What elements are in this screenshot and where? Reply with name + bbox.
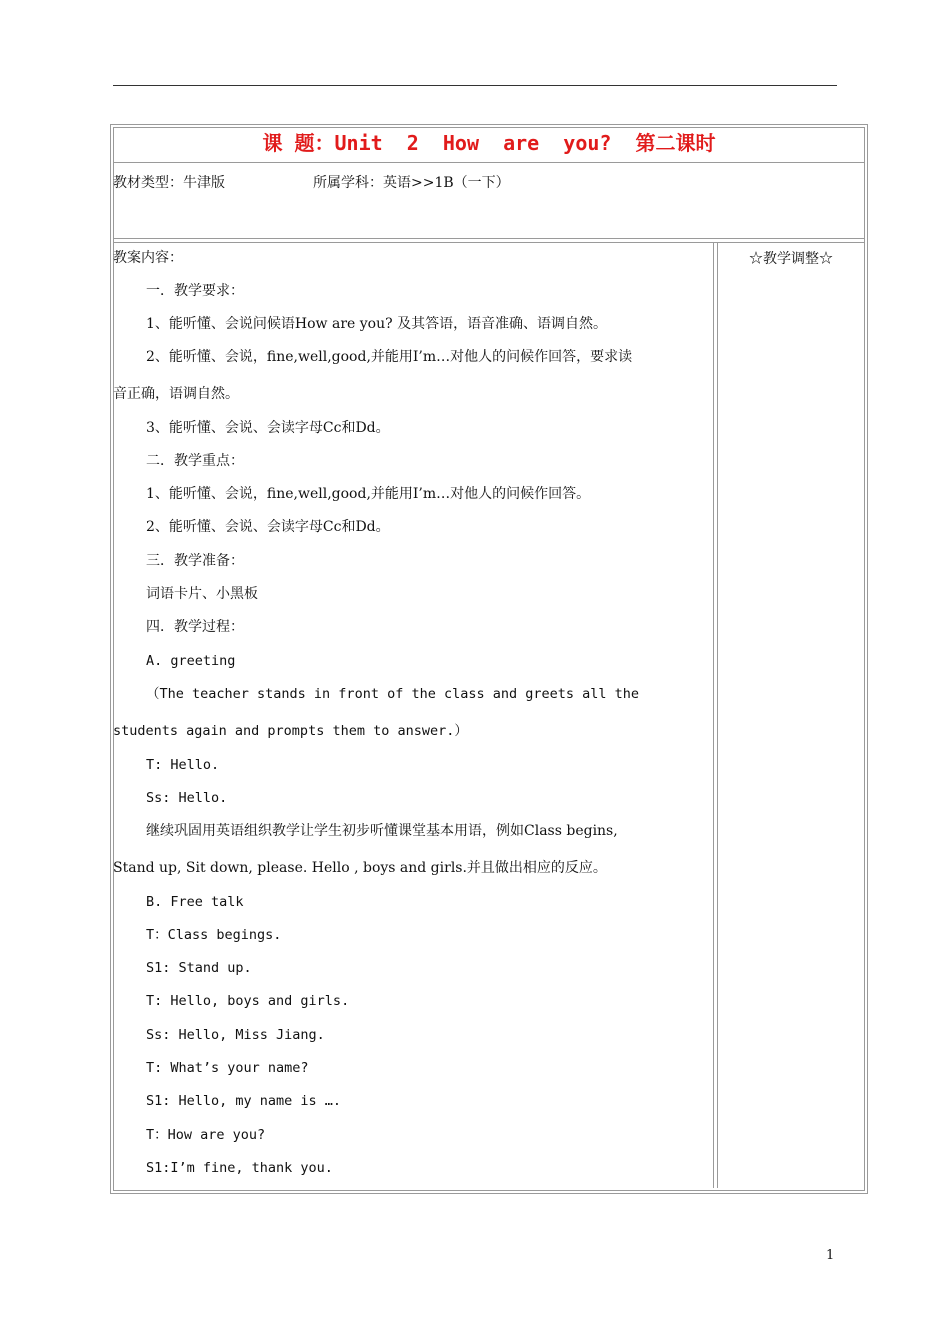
dialogue-line: T: Hello, boys and girls.	[146, 993, 350, 1009]
info-row-divider	[113, 242, 865, 243]
dialogue-line: S1: Stand up.	[146, 960, 252, 976]
dialogue-line: Ss: Hello.	[146, 790, 228, 806]
requirement-item-cont: 音正确，语调自然。	[113, 386, 239, 402]
dialogue-line: T: Hello.	[146, 757, 220, 773]
step-heading: A. greeting	[146, 653, 236, 669]
subject: 所属学科：英语>>1B（一下）	[313, 175, 510, 191]
process-text: （The teacher stands in front of the class and greets all the	[146, 686, 640, 702]
teaching-adjustment-header: ☆教学调整☆	[749, 251, 833, 267]
section-heading: 四．教学过程：	[146, 619, 244, 635]
section-heading: 三．教学准备：	[146, 553, 244, 569]
step-heading: B. Free talk	[146, 894, 244, 910]
material-type: 教材类型：牛津版	[113, 175, 225, 191]
requirement-item: 2、能听懂、会说，fine,well,good,并能用I’m…对他人的问候作回答，要求读	[146, 349, 633, 365]
key-point-item: 1、能听懂、会说，fine,well,good,并能用I’m…对他人的问候作回答。	[146, 486, 591, 502]
preparation-item: 词语卡片、小黑板	[146, 586, 258, 602]
lesson-title: 课 题：Unit 2 How are you? 第二课时	[262, 131, 716, 155]
section-heading: 一．教学要求：	[146, 283, 244, 299]
page-number: 1	[826, 1248, 835, 1263]
requirement-item: 3、能听懂、会说、会读字母Cc和Dd。	[146, 420, 390, 436]
section-heading: 二．教学重点：	[146, 453, 244, 469]
dialogue-line: Ss: Hello, Miss Jiang.	[146, 1027, 325, 1043]
process-text: 继续巩固用英语组织教学让学生初步听懂课堂基本用语，例如Class begins,	[146, 823, 618, 839]
dialogue-line: T：How are you?	[146, 1127, 266, 1143]
column-divider-inner	[717, 242, 718, 1188]
process-text-cont: students again and prompts them to answer.）	[113, 723, 468, 739]
dialogue-line: T：Class begings.	[146, 927, 282, 943]
content-label: 教案内容：	[113, 250, 183, 266]
header-rule	[113, 85, 837, 86]
column-divider	[713, 242, 714, 1188]
dialogue-line: T: What’s your name?	[146, 1060, 309, 1076]
process-text-cont: Stand up, Sit down, please. Hello , boys and girls.并且做出相应的反应。	[113, 860, 607, 876]
dialogue-line: S1: Hello, my name is ….	[146, 1093, 342, 1109]
dialogue-line: S1:I’m fine, thank you.	[146, 1160, 333, 1176]
key-point-item: 2、能听懂、会说、会读字母Cc和Dd。	[146, 519, 390, 535]
requirement-item: 1、能听懂、会说问候语How are you? 及其答语，语音准确、语调自然。	[146, 316, 608, 332]
